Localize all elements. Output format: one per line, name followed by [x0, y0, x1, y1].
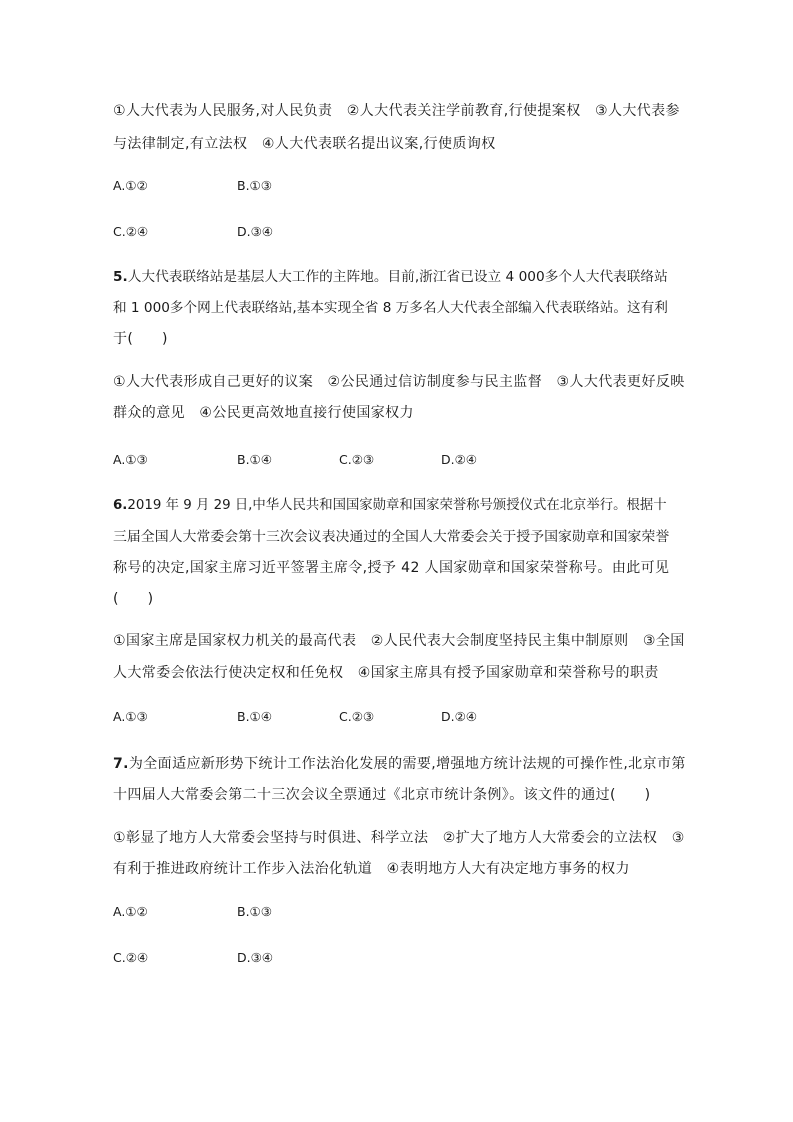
statement-line: 有利于推进政府统计工作步入法治化轨道 ④表明地方人大有决定地方事务的权力	[113, 861, 630, 877]
option-c: C.②④	[113, 224, 149, 239]
statement-line: 群众的意见 ④公民更高效地直接行使国家权力	[113, 405, 414, 421]
question-5-stem-line: 于( )	[113, 331, 168, 347]
question-5-stem: 5.人大代表联络站是基层人大工作的主阵地。目前,浙江省已设立 4 000多个人大代表联络站	[113, 269, 668, 285]
question-5-stem-line: 和 1 000多个网上代表联络站,基本实现全省 8 万多名人大代表全部编入代表联络站。这有利	[113, 300, 668, 316]
option-a: A.①②	[113, 904, 148, 919]
question-6-stem-line: 三届全国人大常委会第十三次会议表决通过的全国人大常委会关于授予国家勋章和国家荣誉	[113, 529, 670, 545]
question-6-stem: 6.2019 年 9 月 29 日,中华人民共和国国家勋章和国家荣誉称号颁授仪式在北京举行。根据十	[113, 498, 667, 513]
option-d: D.②④	[441, 452, 478, 467]
question-number: 7.	[113, 756, 129, 772]
question-6-stem-line: ( )	[113, 591, 154, 607]
option-c: C.②④	[113, 950, 149, 965]
statement-line: ①彰显了地方人大常委会坚持与时俱进、科学立法 ②扩大了地方人大常委会的立法权 ③	[113, 830, 685, 846]
statement-line: ①国家主席是国家权力机关的最高代表 ②人民代表大会制度坚持民主集中制原则 ③全国	[113, 633, 685, 649]
option-a: A.①③	[113, 452, 148, 467]
question-number: 5.	[113, 269, 128, 285]
question-6-stem-line: 称号的决定,国家主席习近平签署主席令,授予 42 人国家勋章和国家荣誉称号。由此可见	[113, 560, 670, 576]
option-b: B.①④	[237, 452, 272, 467]
question-7-stem-line: 十四届人大常委会第二十三次会议全票通过《北京市统计条例》。该文件的通过( )	[113, 787, 651, 803]
option-c: C.②③	[339, 709, 375, 724]
option-c: C.②③	[339, 452, 375, 467]
option-b: B.①③	[237, 178, 272, 193]
statement-line: 人大常委会依法行使决定权和任免权 ④国家主席具有授予国家勋章和荣誉称号的职责	[113, 665, 659, 681]
question-number: 6.	[113, 498, 128, 513]
option-a: A.①②	[113, 178, 148, 193]
question-7-stem: 7.为全面适应新形势下统计工作法治化发展的需要,增强地方统计法规的可操作性,北京市第	[113, 756, 686, 772]
statement-line: ①人大代表为人民服务,对人民负责 ②人大代表关注学前教育,行使提案权 ③人大代表参	[113, 103, 680, 119]
statement-line: 与法律制定,有立法权 ④人大代表联名提出议案,行使质询权	[113, 136, 496, 152]
option-d: D.②④	[441, 709, 478, 724]
option-a: A.①③	[113, 709, 148, 724]
option-b: B.①④	[237, 709, 272, 724]
option-b: B.①③	[237, 904, 272, 919]
statement-line: ①人大代表形成自己更好的议案 ②公民通过信访制度参与民主监督 ③人大代表更好反映	[113, 374, 685, 390]
option-d: D.③④	[237, 224, 274, 239]
option-d: D.③④	[237, 950, 274, 965]
